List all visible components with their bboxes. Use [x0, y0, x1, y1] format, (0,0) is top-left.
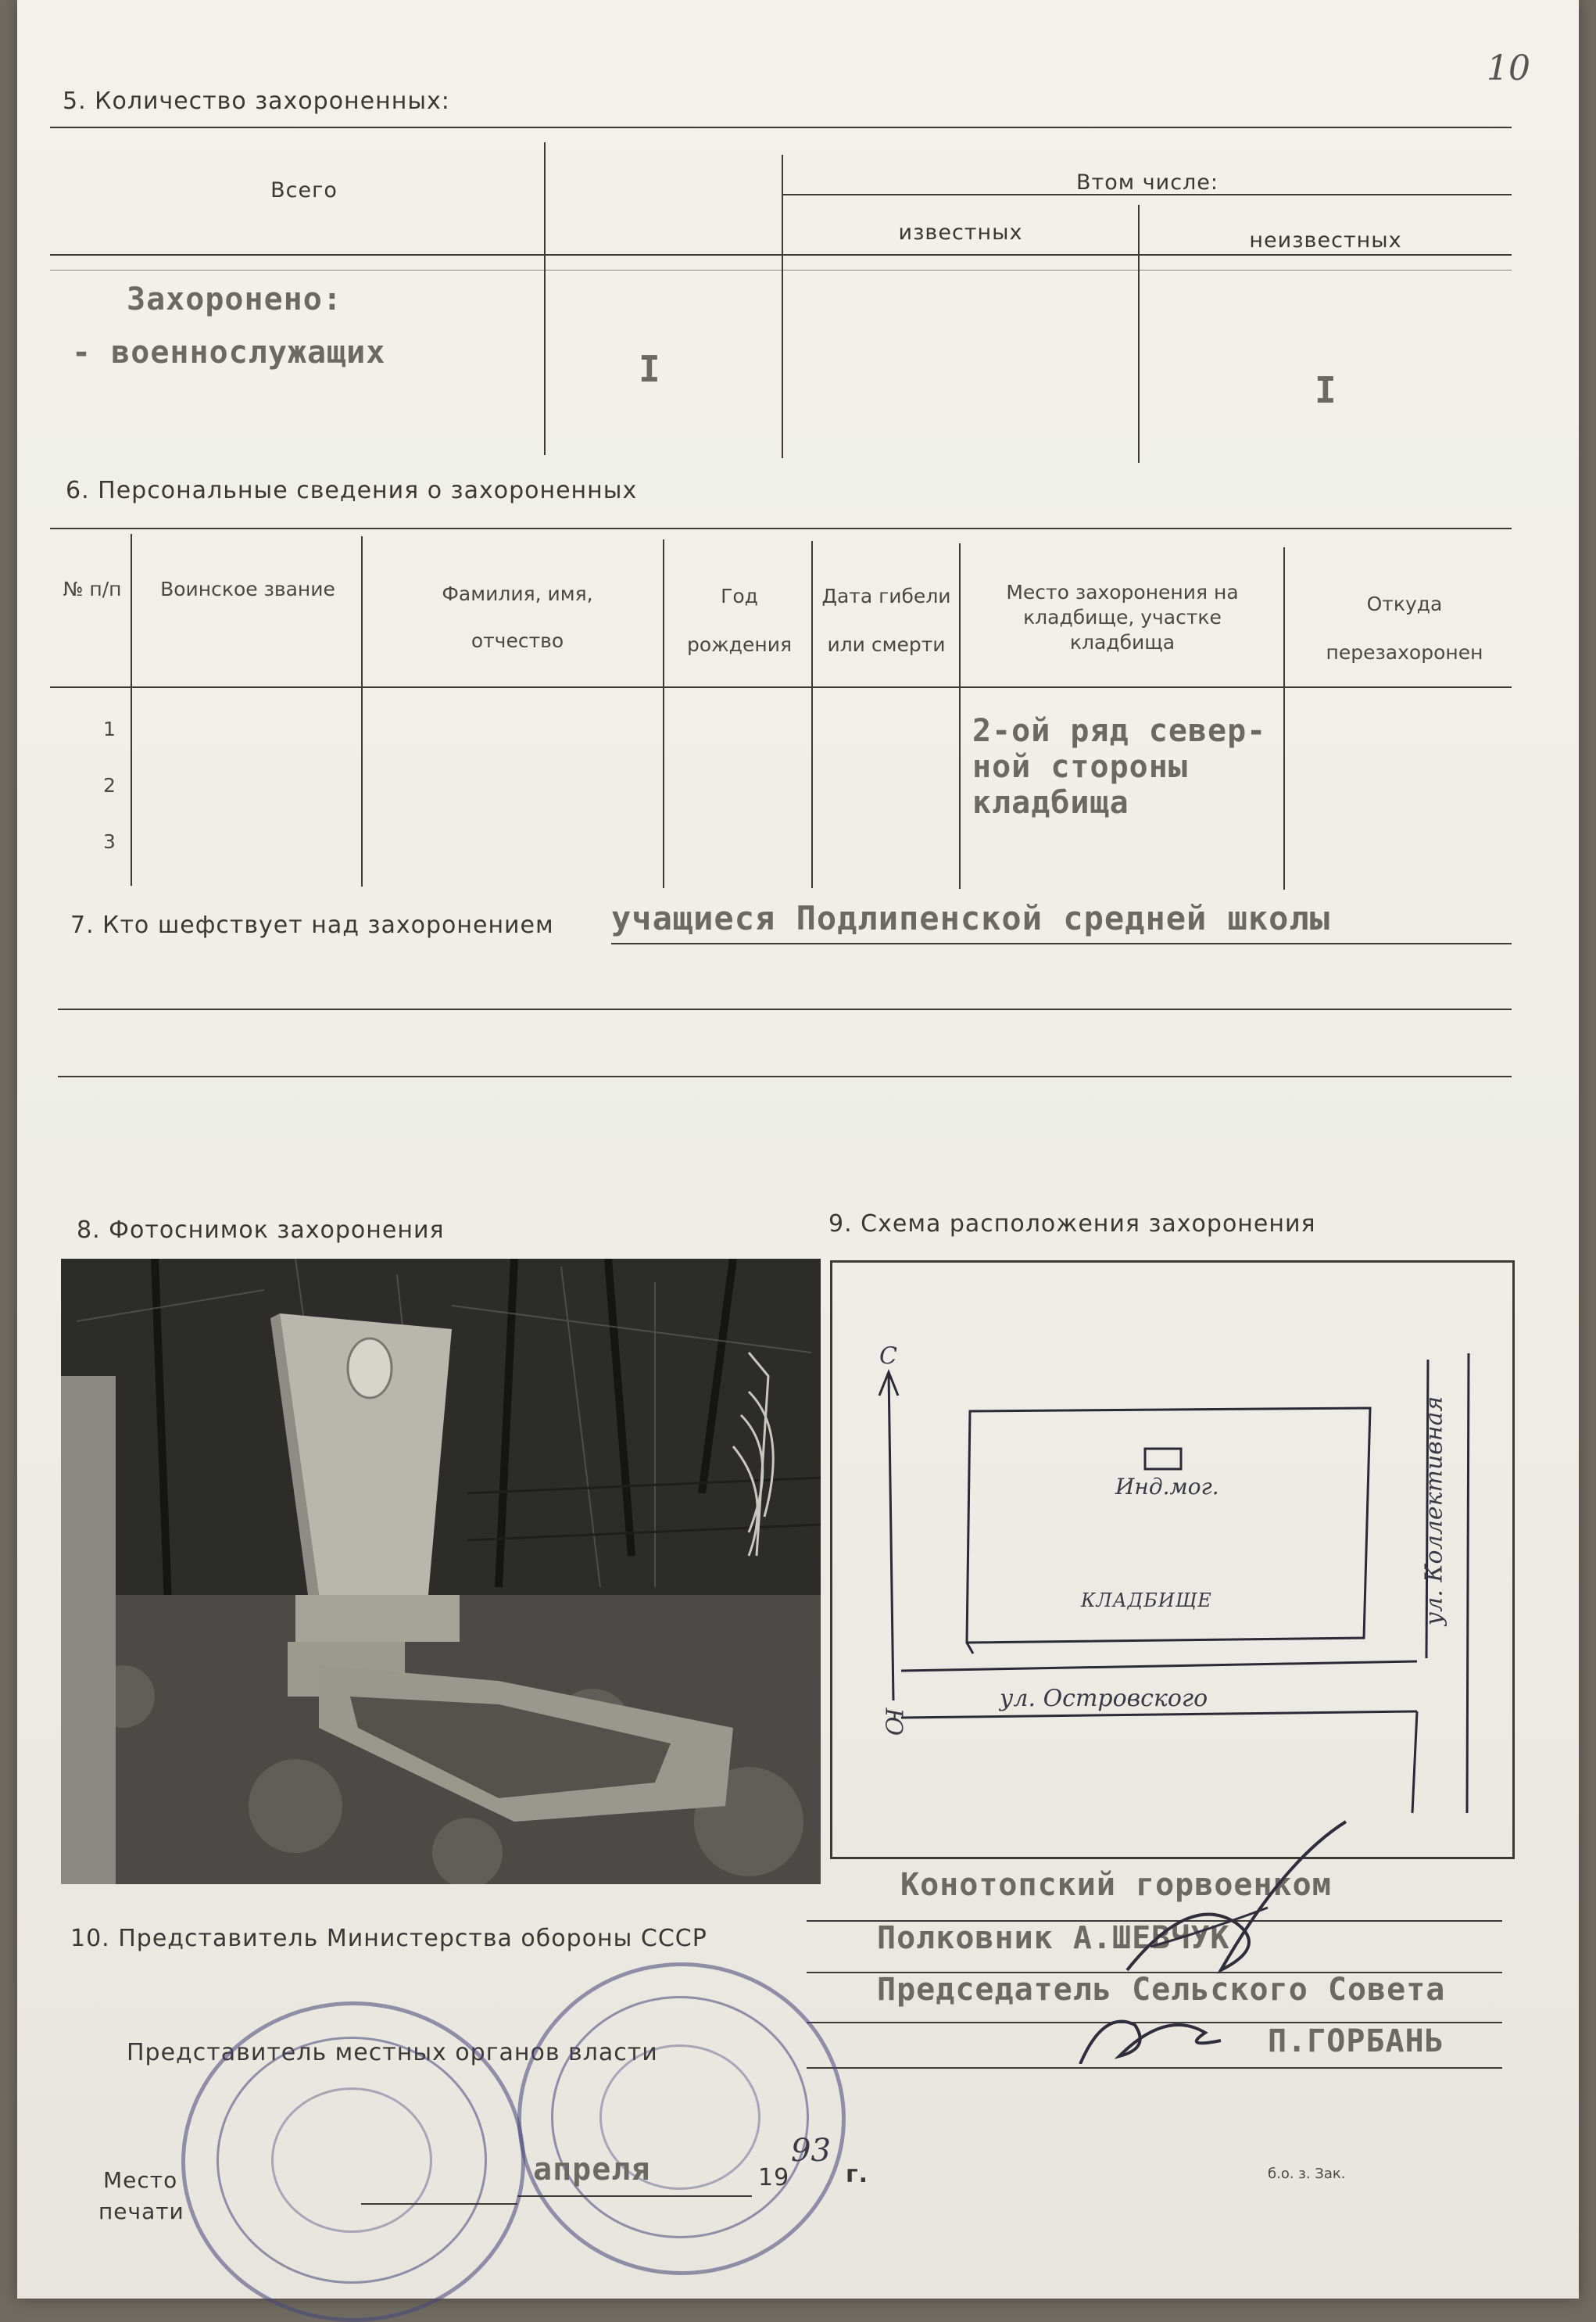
print-code: б.о. з. Зак.: [1268, 2166, 1346, 2182]
mod-typed-line-2: Полковник А.ШЕВЧУК: [877, 1920, 1230, 1956]
header-reburied-from: Откуда перезахоронен: [1326, 593, 1483, 664]
header-including: Втом числе:: [1075, 170, 1219, 195]
section-9-title: 9. Схема расположения захоронения: [828, 1210, 1316, 1238]
row-number-3: 3: [103, 830, 116, 853]
local-typed-line-2: П.ГОРБАНЬ: [1268, 2023, 1444, 2059]
round-stamp-left: [181, 2001, 525, 2322]
cemetery-label: КЛАДБИЩЕ: [1081, 1589, 1212, 1611]
header-number: № п/п: [63, 578, 122, 600]
signature-marks: [1033, 1814, 1393, 2064]
header-full-name: Фамилия, имя, отчество: [442, 582, 593, 652]
local-typed-line-1: Председатель Сельского Совета: [877, 1972, 1446, 2008]
street-kollektivnaya-label: ул. Коллективная: [1420, 1396, 1448, 1626]
year-suffix: 93: [791, 2133, 831, 2169]
grave-label: Инд.мог.: [1115, 1474, 1219, 1500]
unknown-value: I: [1315, 369, 1337, 411]
section-7-label: 7. Кто шефствует над захоронением: [70, 912, 554, 939]
section-8-title: 8. Фотоснимок захоронения: [77, 1217, 445, 1244]
grave-photo: [61, 1259, 821, 1884]
header-rank: Воинское звание: [160, 578, 335, 600]
header-death-date: Дата гибели или смерти: [821, 585, 951, 656]
year-prefix: 19: [758, 2164, 790, 2191]
header-burial-place: Место захоронения на кладбище, участке кладбища: [1006, 581, 1239, 654]
street-ostrovskogo-label: ул. Островского: [1000, 1685, 1208, 1712]
page-number: 10: [1487, 48, 1530, 88]
location-scheme: [830, 1260, 1515, 1859]
record-sheet: [17, 0, 1579, 2299]
place-line-2: ной стороны: [972, 749, 1188, 785]
section-6-title: 6. Персональные сведения о захороненных: [66, 477, 638, 504]
header-unknown: неизвестных: [1249, 228, 1402, 253]
row-number-2: 2: [103, 774, 116, 797]
patron-value: учащиеся Подлипенской средней школы: [611, 899, 1331, 937]
north-label: С: [879, 1342, 897, 1370]
header-total: Всего: [270, 178, 338, 202]
row-number-1: 1: [103, 718, 116, 740]
header-known: известных: [898, 220, 1023, 245]
header-birth-year: Год рождения: [687, 585, 792, 656]
buried-label: Захоронено:: [127, 281, 342, 317]
seal-place-label-1: Место: [103, 2167, 178, 2193]
section-10-local-label: Представитель местных органов власти: [127, 2039, 658, 2066]
section-5-title: 5. Количество захороненных:: [63, 88, 450, 115]
place-line-3: кладбища: [972, 785, 1129, 821]
round-stamp-right: [517, 1962, 846, 2275]
year-unit: г.: [846, 2161, 869, 2188]
place-line-1: 2-ой ряд север-: [972, 713, 1267, 749]
date-month: апреля: [533, 2152, 651, 2188]
section-10-mod-label: 10. Представитель Министерства обороны СССР: [70, 1925, 707, 1952]
seal-place-label-2: печати: [98, 2198, 184, 2224]
servicemen-label: - военнослужащих: [72, 335, 386, 371]
south-label: Ю: [879, 1707, 907, 1736]
total-value: I: [639, 348, 661, 390]
mod-typed-line-1: Конотопский горвоенком: [900, 1867, 1332, 1903]
